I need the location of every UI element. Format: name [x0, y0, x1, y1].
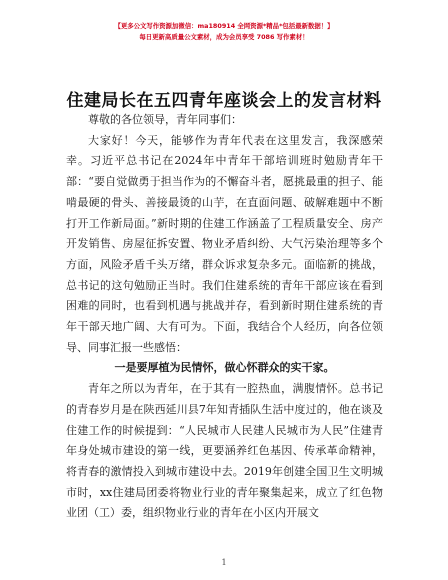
paragraph-section-1: 青年之所以为青年，在于其有一腔热血，满腹情怀。总书记的青春岁月是在陕西延川县7年知青插队生活中度过的，他在谈及住建工作的时候提到：“人民城市人民建人民城市为人民”住建青年身处城市建设的第一线，更要涵养红色基因、传承革命精神，将青春的激情投入到城市建设中去。2019年创建全国卫生文明城市时，xx住建局团委将物业行业的青年聚集起来，成立了红色物业团（工）委，组织物业行业的青年在小区内开展文 — [66, 382, 383, 520]
document-body — [66, 110, 383, 524]
banner-line-2: 每日更新高质量公文素材，成为会员享受 7086 写作素材！ — [139, 33, 309, 41]
page-number: 1 — [221, 558, 227, 567]
greeting: 尊敬的各位领导，青年同事们： — [88, 113, 242, 126]
banner-line-1: 【更多公文写作资源加微信：ma180914 全网资源*精品*包括最新数据！】 — [114, 22, 334, 30]
section-heading-1: 一是要厚植为民情怀，做心怀群众的实干家。 — [114, 361, 335, 375]
document-title: 住建局长在五四青年座谈会上的发言材料 — [66, 91, 382, 111]
paragraph-intro: 大家好！今天，能够作为青年代表在这里发言，我深感荣幸。习近平总书记在2024年中青年干部培训班时勉励青年干部：“要自觉做勇于担当作为的不懈奋斗者，愿挑最重的担子、能啃最硬的骨头、善接最烫的山芋，在直面问题、破解难题中不断打开工作新局面。”新时期的住建工作涵盖了工程质量安全、房产开发销售、房屋征拆安置、物业矛盾纠纷、大气污染治理等多个方面，风险矛盾千头万绪，群众诉求复杂多元。面临新的挑战，总书记的这句勉励正当时。我们住建系统的青年干部应该在看到困难的同时，也看到机遇与挑战并存，看到新时期住建系统的青年干部天地广阔、大有可为。下面，我结合个人经历，向各位领导、同事汇报一些感悟： — [66, 133, 383, 354]
promo-banner — [0, 22, 448, 42]
